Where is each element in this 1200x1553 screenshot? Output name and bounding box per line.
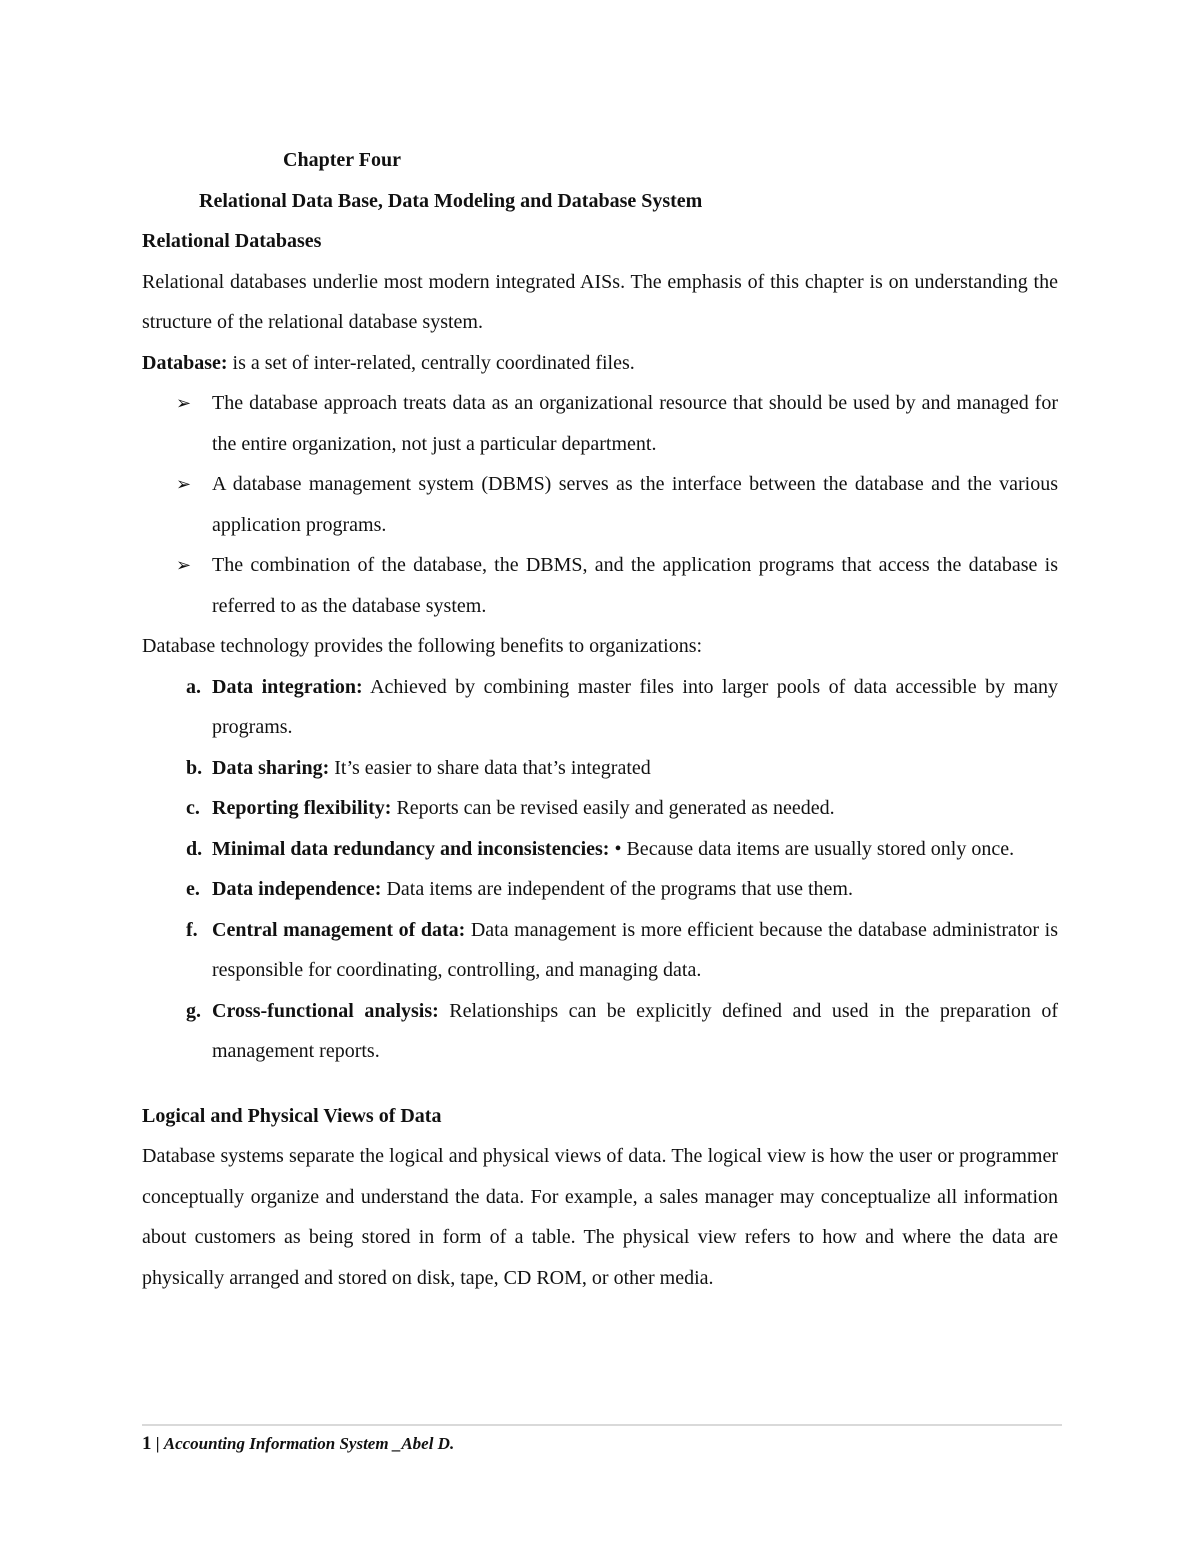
benefit-text: • Because data items are usually stored only once. bbox=[609, 837, 1015, 860]
section-spacer bbox=[142, 1072, 1058, 1096]
page-number: 1 bbox=[142, 1433, 152, 1454]
list-item bbox=[142, 464, 1058, 545]
benefit-text: It’s easier to share data that’s integrated bbox=[329, 756, 651, 779]
benefit-term: Data integration: bbox=[212, 675, 363, 698]
benefit-text: Data items are independent of the programs that use them. bbox=[381, 878, 853, 900]
list-item bbox=[142, 991, 1058, 1072]
footer-separator: | bbox=[155, 1434, 160, 1453]
bullet-text: A database management system (DBMS) serves as the interface between the database and the various application programs. bbox=[212, 473, 1058, 536]
benefit-text: Relationships can be explicitly defined and used in the preparation of management reports. bbox=[212, 999, 1058, 1062]
benefit-term: Minimal data redundancy and inconsistencies: bbox=[212, 837, 610, 860]
list-item bbox=[142, 748, 1058, 789]
benefit-text: Reports can be revised easily and generated as needed. bbox=[391, 797, 835, 819]
list-item bbox=[142, 545, 1058, 626]
benefit-text: Achieved by combining master files into larger pools of data accessible by many programs. bbox=[212, 675, 1058, 738]
intro-paragraph: Relational databases underlie most modern integrated AISs. The emphasis of this chapter is on understanding the structure of the relational database system. bbox=[142, 270, 1058, 333]
chapter-label: Chapter Four bbox=[283, 149, 401, 171]
list-marker: c. bbox=[186, 797, 200, 819]
list-item bbox=[142, 910, 1058, 991]
list-item bbox=[142, 869, 1058, 910]
database-bullet-list bbox=[142, 383, 1058, 626]
arrow-bullet-icon: ➢ bbox=[176, 474, 192, 494]
list-item bbox=[142, 829, 1058, 870]
benefit-term: Data sharing: bbox=[212, 756, 330, 779]
section-heading-relational-databases: Relational Databases bbox=[142, 230, 322, 252]
bullet-text: The combination of the database, the DBMS, and the application programs that access the database is referred to as the database system. bbox=[212, 554, 1058, 617]
benefit-term: Data independence: bbox=[212, 878, 382, 900]
database-definition bbox=[142, 343, 1058, 384]
definition-text: is a set of inter-related, centrally coordinated files. bbox=[227, 351, 635, 374]
page-footer bbox=[142, 1424, 1062, 1456]
list-marker: g. bbox=[186, 999, 201, 1022]
chapter-title: Relational Data Base, Data Modeling and Database System bbox=[199, 189, 703, 212]
benefit-text: Data management is more efficient because the database administrator is responsible for coordinating, controlling, and managing data. bbox=[212, 918, 1058, 981]
benefit-term: Reporting flexibility: bbox=[212, 797, 392, 819]
document-page bbox=[142, 140, 1058, 1298]
list-marker: a. bbox=[186, 675, 201, 698]
list-marker: e. bbox=[186, 878, 200, 900]
list-marker: b. bbox=[186, 756, 203, 779]
benefit-term: Cross-functional analysis: bbox=[212, 999, 439, 1022]
benefit-term: Central management of data: bbox=[212, 918, 466, 941]
benefits-intro: Database technology provides the following benefits to organizations: bbox=[142, 635, 703, 657]
benefits-list bbox=[142, 667, 1058, 1072]
arrow-bullet-icon: ➢ bbox=[176, 555, 192, 575]
footer-text: Accounting Information System _Abel D. bbox=[163, 1434, 455, 1453]
list-marker: d. bbox=[186, 837, 203, 860]
list-item bbox=[142, 383, 1058, 464]
section-heading-logical-physical: Logical and Physical Views of Data bbox=[142, 1104, 442, 1127]
bullet-text: The database approach treats data as an organizational resource that should be used by and managed for the entire organization, not just a particular department. bbox=[212, 392, 1058, 455]
logical-physical-paragraph: Database systems separate the logical and physical views of data. The logical view is how the user or programmer conceptually organize and understand the data. For example, a sales manager may conceptualize all information about customers as being stored in form of a table. The physical view refers to how and where the data are physically arranged and stored on disk, tape, CD ROM, or other media. bbox=[142, 1145, 1058, 1289]
list-item bbox=[142, 667, 1058, 748]
arrow-bullet-icon: ➢ bbox=[176, 393, 192, 413]
list-item bbox=[142, 788, 1058, 829]
list-marker: f. bbox=[186, 918, 198, 941]
definition-term: Database: bbox=[142, 351, 228, 374]
